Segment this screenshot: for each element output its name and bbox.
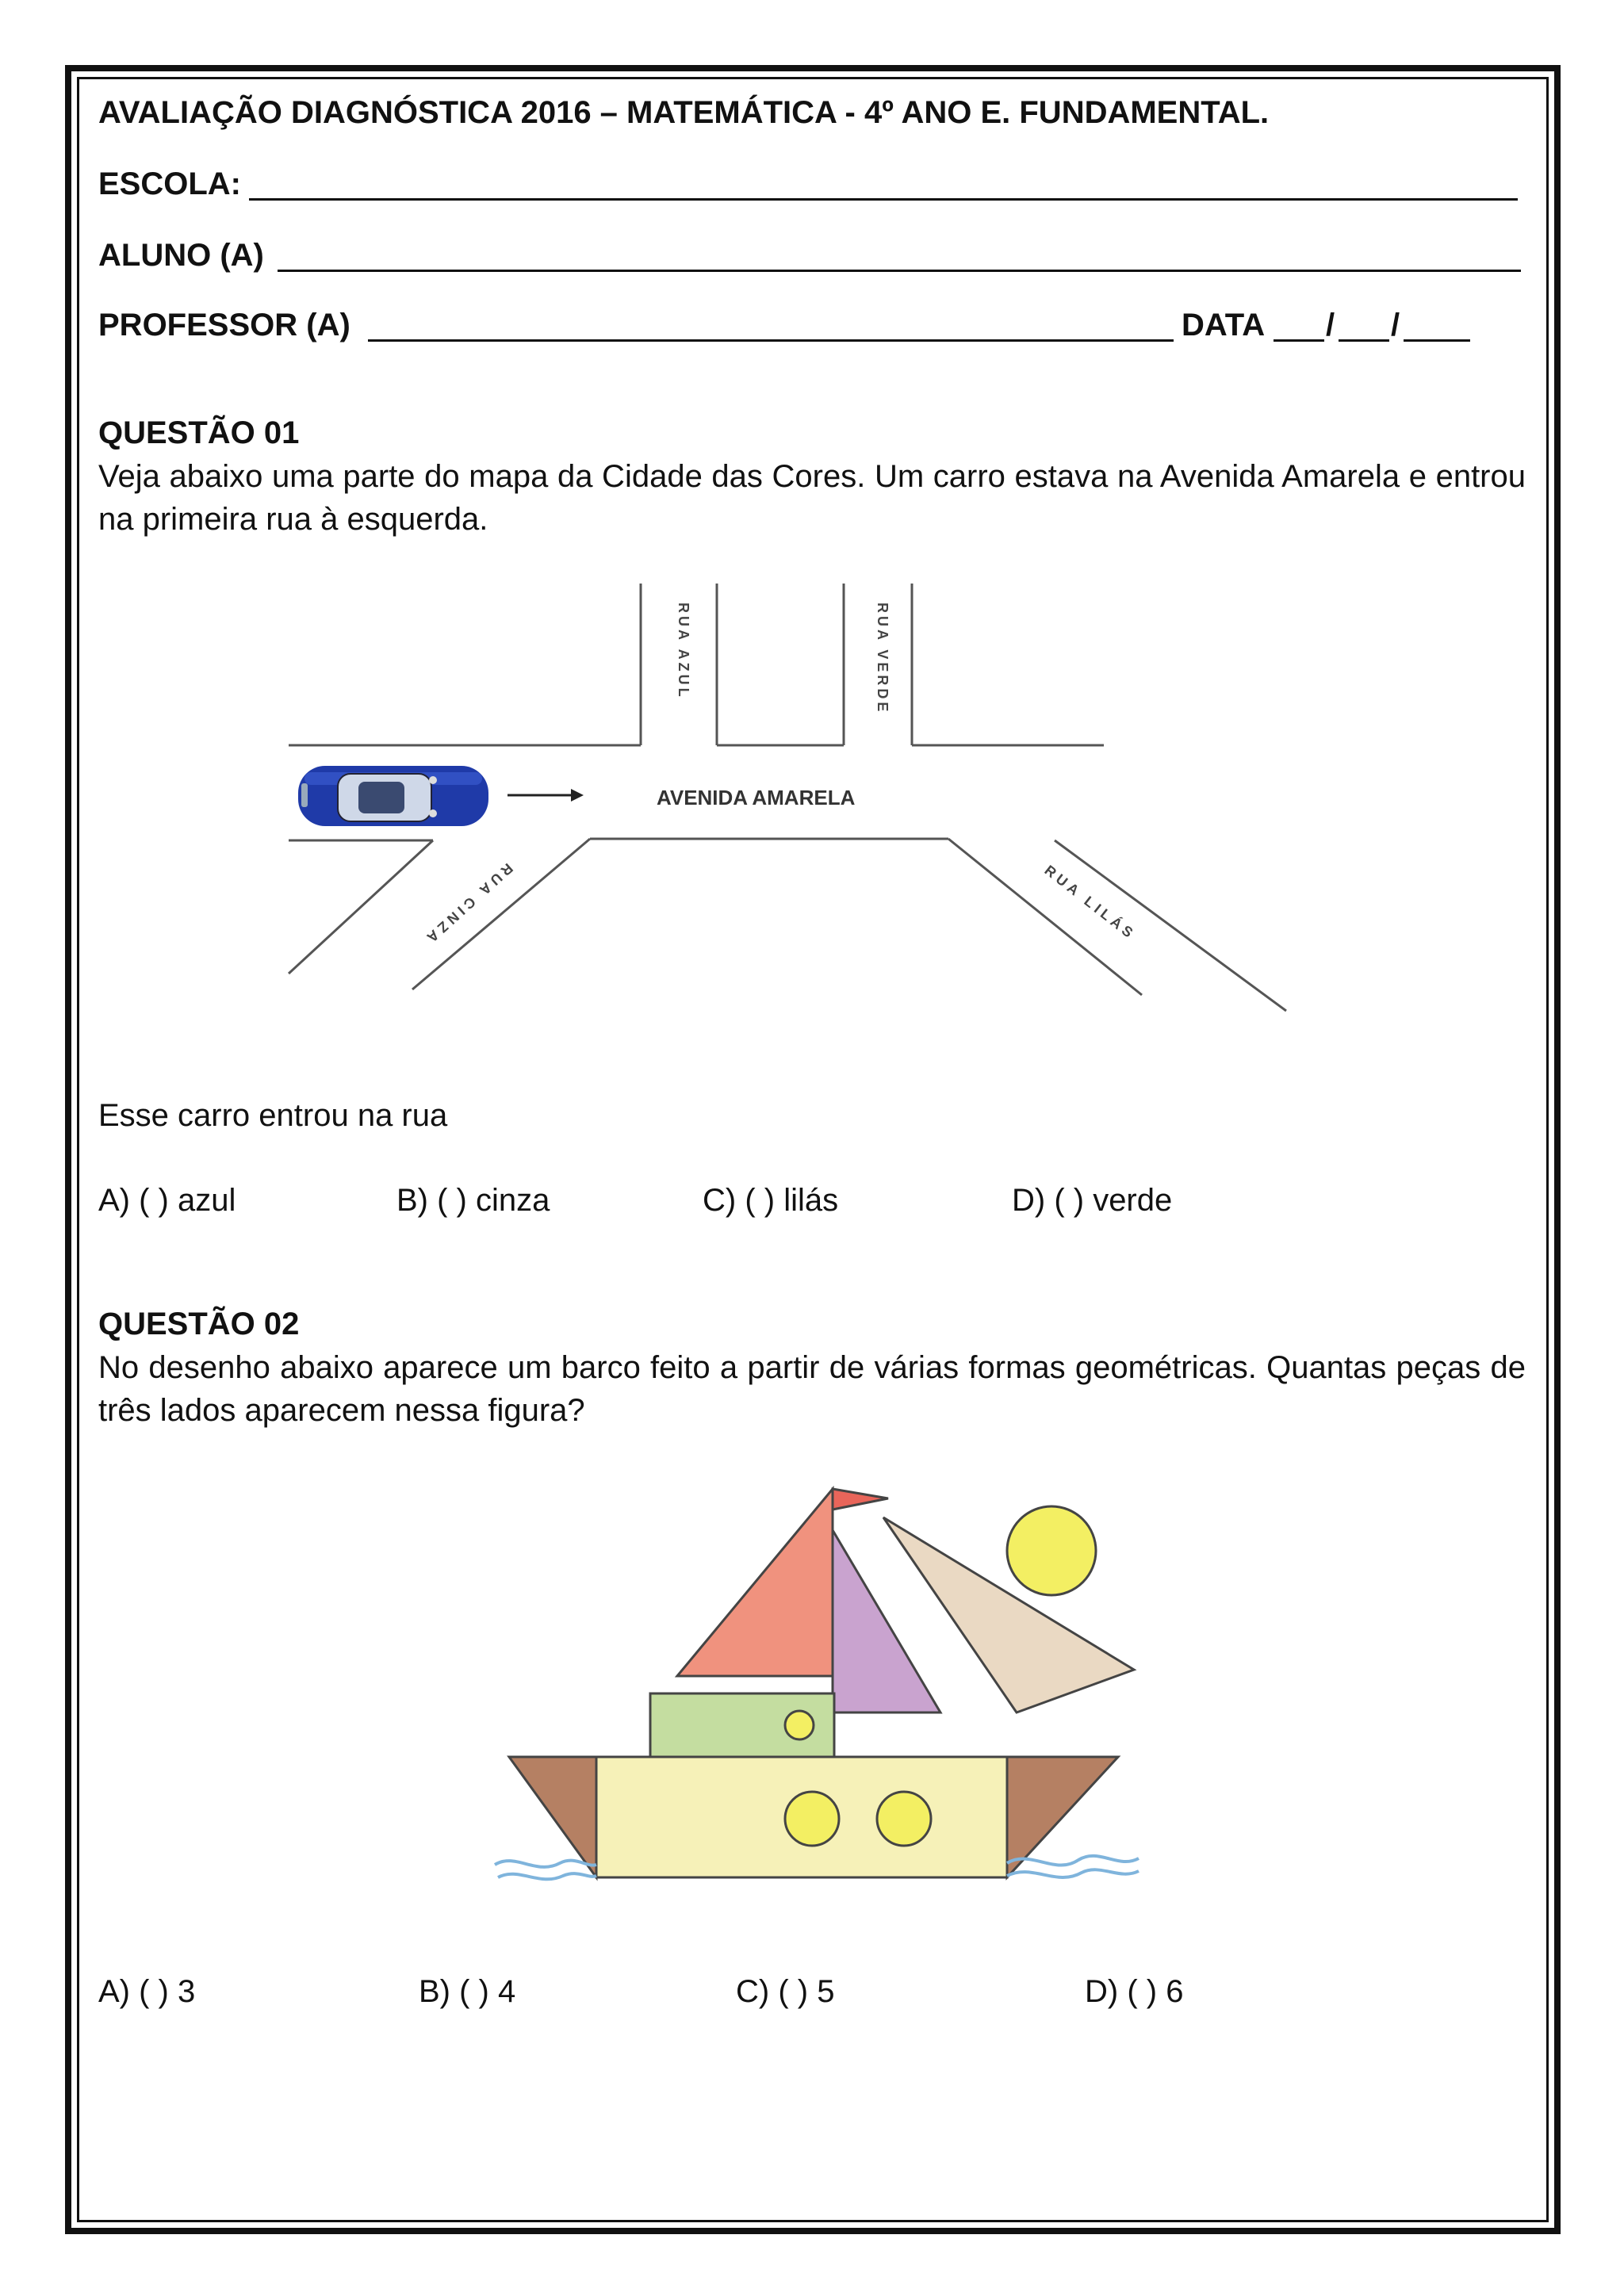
escola-field[interactable] xyxy=(249,198,1518,201)
flag-shape xyxy=(833,1489,888,1510)
car-icon xyxy=(298,766,488,826)
date-day-field[interactable] xyxy=(1274,339,1324,342)
exam-title: AVALIAÇÃO DIAGNÓSTICA 2016 – MATEMÁTICA - 4º ANO E. FUNDAMENTAL. xyxy=(98,95,1270,130)
street-label-verde: RUA VERDE xyxy=(875,603,891,715)
boat-illustration xyxy=(492,1475,1142,1919)
avenue-label: AVENIDA AMARELA xyxy=(657,786,856,809)
street-label-azul: RUA AZUL xyxy=(676,603,691,700)
q2-option-a[interactable]: A) ( ) 3 xyxy=(98,1974,196,2009)
professor-field[interactable] xyxy=(368,339,1174,342)
hull-left-triangle xyxy=(509,1757,596,1877)
date-year-field[interactable] xyxy=(1404,339,1470,342)
q1-option-a[interactable]: A) ( ) azul xyxy=(98,1183,236,1218)
salmon-sail xyxy=(677,1489,833,1676)
q2-option-d[interactable]: D) ( ) 6 xyxy=(1085,1974,1184,2009)
professor-label: PROFESSOR (A) xyxy=(98,308,350,342)
q1-option-c[interactable]: C) ( ) lilás xyxy=(703,1183,839,1218)
hull-porthole-2 xyxy=(877,1792,931,1846)
aluno-field[interactable] xyxy=(278,270,1521,272)
aluno-label: ALUNO (A) xyxy=(98,238,264,273)
cabin-porthole xyxy=(785,1711,814,1739)
question-01-title: QUESTÃO 01 xyxy=(98,415,300,450)
data-label: DATA xyxy=(1182,308,1266,342)
q1-option-d[interactable]: D) ( ) verde xyxy=(1012,1183,1173,1218)
q1-option-b[interactable]: B) ( ) cinza xyxy=(396,1183,550,1218)
hull-porthole-1 xyxy=(785,1792,839,1846)
question-02-text: No desenho abaixo aparece um barco feito a partir de várias formas geométricas. Quantas peças de três lados aparecem nessa figura? xyxy=(98,1350,1526,1428)
escola-label: ESCOLA: xyxy=(98,166,241,201)
question-01-prompt: Esse carro entrou na rua xyxy=(98,1098,448,1133)
date-slash: / xyxy=(1326,308,1335,342)
q2-option-b[interactable]: B) ( ) 4 xyxy=(419,1974,516,2009)
question-01-text: Veja abaixo uma parte do mapa da Cidade das Cores. Um carro estava na Avenida Amarela e entrou na primeira rua à esquerda. xyxy=(98,459,1526,537)
date-month-field[interactable] xyxy=(1339,339,1389,342)
q2-option-c[interactable]: C) ( ) 5 xyxy=(736,1974,835,2009)
direction-arrow-icon xyxy=(508,789,584,802)
street-label-cinza: RUA CINZA xyxy=(420,860,516,948)
sun-circle xyxy=(1007,1506,1096,1595)
city-map-illustration xyxy=(270,571,1300,1015)
street-label-lilas: RUA LILÁS xyxy=(1041,862,1139,943)
question-02-title: QUESTÃO 02 xyxy=(98,1307,300,1341)
date-slash: / xyxy=(1391,308,1400,342)
